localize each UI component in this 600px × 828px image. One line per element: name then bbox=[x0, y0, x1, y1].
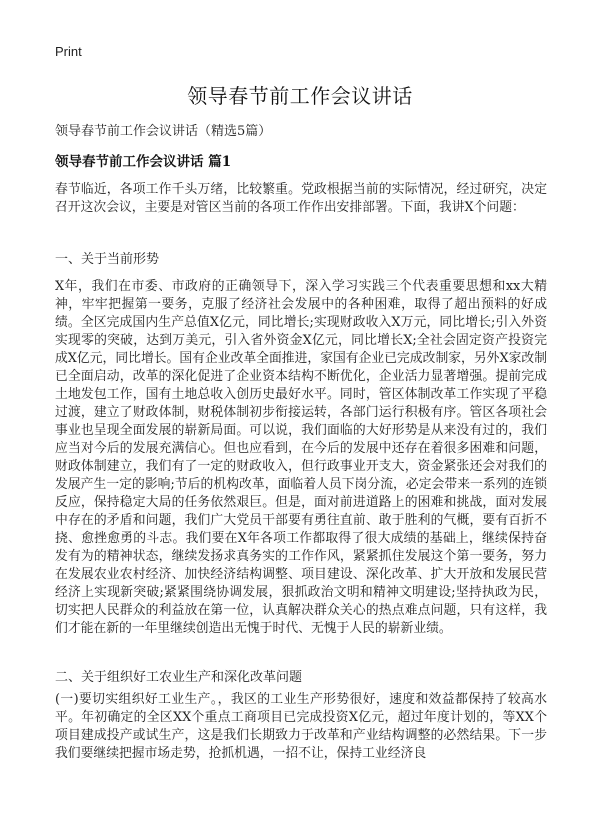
document-title: 领导春节前工作会议讲话 bbox=[187, 84, 413, 108]
situation-paragraph: X年，我们在市委、市政府的正确领导下，深入学习实践三个代表重要思想和xx大精神，牢牢把握第一要务，克服了经济社会发展中的各种困难，取得了超出预料的好成绩。全区完成国内生产总值X亿元，同比增长;实现财政收入X万元，同比增长;引入外资实现零的突破，达到万美元，引入省外资金X亿元，同比增长X;全社会固定资产投资完成X亿元，同比增长。国有企业改革全面推进，家国有企业已完成改制家，另外X家改制已全面启动，改革的深化促进了企业资本结构不断优化，企业活力显著增强。提前完成土地发包工作，国有土地总收入创历史最好水平。同时，管区体制改革工作实现了平稳过渡，建立了财政体制，财税体制初步衔接运转，各部门运行积极有序。管区各项社会事业也呈现全面发展的崭新局面。可以说，我们面临的大好形势是从来没有过的，我们应当对今后的发展充满信心。但也应看到，在今后的发展中还存在着很多困难和问题，财政体制建立，我们有了一定的财政收入，但行政事业开支大，资金紧张还会对我们的发展产生一定的影响;节后的机构改革，面临着人员下岗分流，必定会带来一系列的连锁反应，保持稳定大局的任务依然艰巨。但是，面对前进道路上的困难和挑战，面对发展中存在的矛盾和问题，我们广大党员干部要有勇往直前、敢于胜利的气概，要有百折不挠、愈挫愈勇的斗志。我们要在X年各项工作都取得了很大成绩的基础上，继续保持奋发有为的精神状态，继续发扬求真务实的工作作风，紧紧抓住发展这个第一要务，努力在发展农业农村经济、加快经济结构调整、项目建设、深化改革、扩大开放和发展民营经济上实现新突破;紧紧围绕协调发展，狠抓政治文明和精神文明建设;坚持执政为民，切实把人民群众的利益放在第一位，认真解决群众关心的热点难点问题，只有这样，我们才能在新的一年里继续创造出无愧于时代、无愧于人民的崭新业绩。 bbox=[55, 279, 547, 636]
production-paragraph: (一)要切实组织好工业生产。，我区的工业生产形势很好，速度和效益都保持了较高水平。年初确定的全区XX个重点工商项目已完成投资X亿元，超过年度计划的，等XX个项目建成投产或试生产，这是我们长期致力于改革和产业结构调整的必然结果。下一步我们要继续把握市场走势，抢抓机遇，一招不让，保持工业经济良 bbox=[55, 692, 547, 761]
document-subtitle: 领导春节前工作会议讲话（精选5篇） bbox=[55, 124, 272, 139]
section-title: 领导春节前工作会议讲话 篇1 bbox=[55, 154, 232, 170]
heading-production-reform: 二、关于组织好工农业生产和深化改革问题 bbox=[55, 670, 303, 685]
print-link[interactable]: Print bbox=[55, 44, 82, 59]
intro-paragraph: 春节临近，各项工作千头万绪，比较繁重。党政根据当前的实际情况，经过研究，决定召开这次会议，主要是对管区当前的各项工作作出安排部署。下面，我讲X个问题： bbox=[55, 182, 547, 215]
heading-current-situation: 一、关于当前形势 bbox=[55, 252, 160, 267]
